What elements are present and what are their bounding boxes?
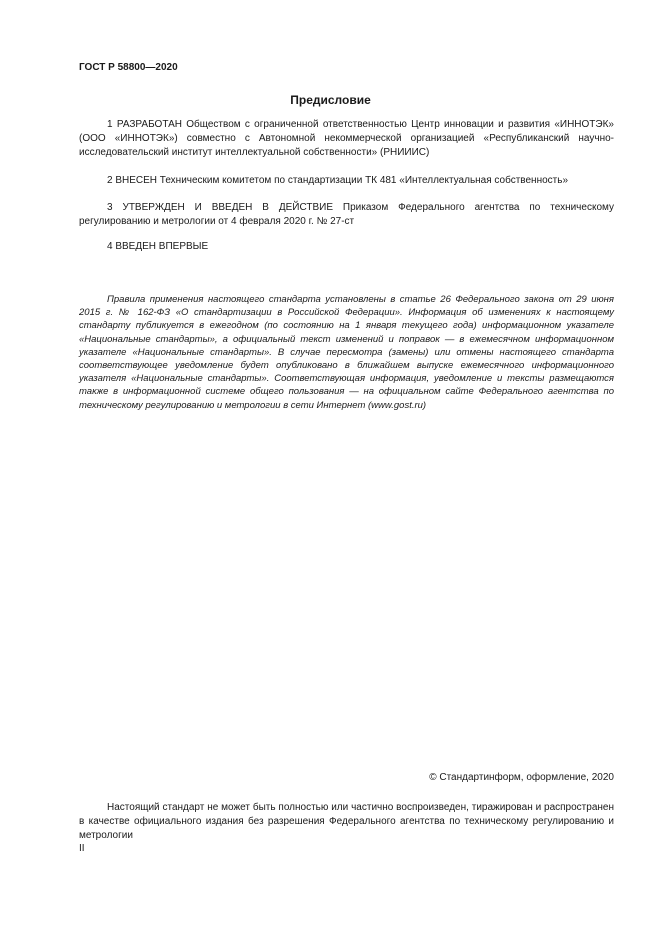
document-code: ГОСТ Р 58800—2020	[79, 62, 178, 73]
page-number: II	[79, 843, 85, 854]
page-title: Предисловие	[290, 93, 371, 107]
foreword-item-1: 1 РАЗРАБОТАН Обществом с ограниченной ответственностью Центр инновации и развития «ИННОТЭК» (ООО «ИННОТЭК») совместно с Автономной некоммерческой организацией «Республиканский научно-исследовательский институт интеллектуальной собственности» (РНИИИС)	[79, 119, 614, 158]
reproduction-notice: Настоящий стандарт не может быть полностью или частично воспроизведен, тиражирован и распространен в качестве официального издания без разрешения Федерального агентства по техническому регулированию и метрологии	[79, 802, 614, 841]
foreword-item-3: 3 УТВЕРЖДЕН И ВВЕДЕН В ДЕЙСТВИЕ Приказом Федерального агентства по техническому регулированию и метрологии от 4 февраля 2020 г. № 27-ст	[79, 202, 614, 227]
foreword-item-2: 2 ВНЕСЕН Техническим комитетом по стандартизации ТК 481 «Интеллектуальная собственность»	[107, 175, 569, 186]
standard-usage-notice: Правила применения настоящего стандарта установлены в статье 26 Федерального закона от 29 июня 2015 г. № 162-ФЗ «О стандартизации в Российской Федерации». Информация об изменениях к настоящему стандарту публикуется в ежегодном (по состоянию на 1 января текущего года) информационном указателе «Национальные стандарты», а официальный текст изменений и поправок — в ежемесячном информационном указателе «Национальные стандарты». В случае пересмотра (замены) или отмены настоящего стандарта соответствующее уведомление будет опубликовано в ближайшем выпуске ежемесячного информационного указателя «Национальные стандарты». Соответствующая информация, уведомление и тексты размещаются также в информационной системе общего пользования — на официальном сайте Федерального агентства по техническому регулированию и метрологии в сети Интернет (www.gost.ru)	[79, 294, 614, 411]
copyright-line: © Стандартинформ, оформление, 2020	[429, 772, 614, 783]
foreword-item-4: 4 ВВЕДЕН ВПЕРВЫЕ	[107, 241, 209, 252]
